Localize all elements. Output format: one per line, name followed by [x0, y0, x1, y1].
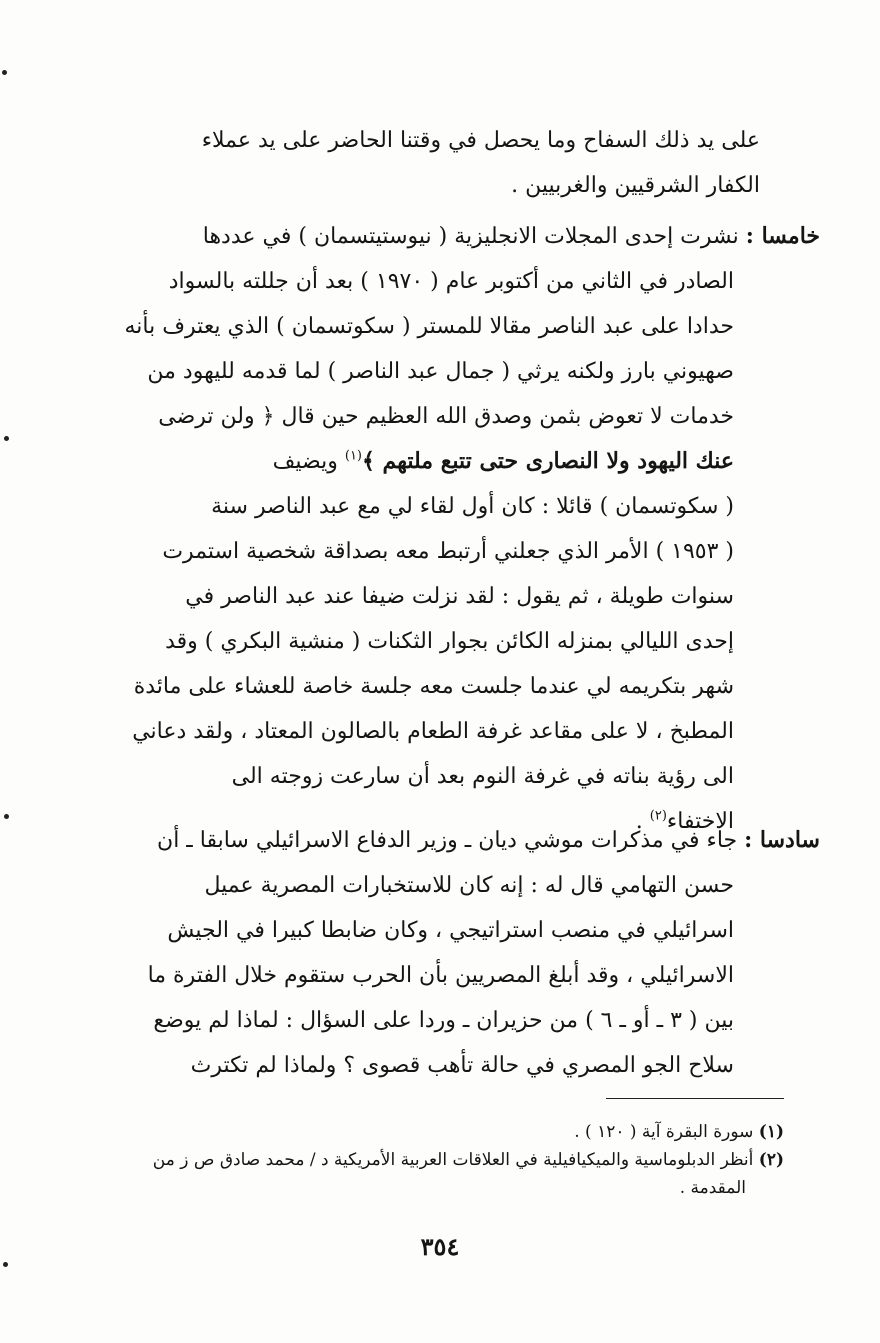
- section5-line-12: المطبخ ، لا على مقاعد غرفة الطعام بالصالون المعتاد ، ولقد دعاني: [132, 719, 734, 744]
- section6-line-5: بين ( ٣ ـ أو ـ ٦ ) من حزيران ـ وردا على السؤال : لماذا لم يوضع: [153, 1008, 734, 1033]
- scan-speck: [2, 70, 7, 75]
- section5-first-line: [120, 214, 820, 259]
- section6-line-1: جاء في مذكرات موشي ديان ـ وزير الدفاع الاسرائيلي سابقا ـ أن: [157, 828, 738, 853]
- footnote-1-number: (١): [758, 1122, 784, 1142]
- section5-quote-after: ويضيف: [272, 449, 345, 474]
- section5-line-8: ( ١٩٥٣ ) الأمر الذي جعلني أرتبط معه بصداقة شخصية استمرت: [162, 539, 734, 564]
- footnote-1-text: سورة البقرة آية ( ١٢٠ ) .: [574, 1122, 754, 1142]
- section5-line-3: حدادا على عبد الناصر مقالا للمستر ( سكوتسمان ) الذي يعترف بأنه: [124, 314, 734, 339]
- footnote-2-continuation: المقدمة .: [679, 1178, 746, 1198]
- footnote-1: [84, 1118, 784, 1146]
- section5-line-7: ( سكوتسمان ) قائلا : كان أول لقاء لي مع عبد الناصر سنة: [211, 494, 734, 519]
- section5-line-4: صهيوني بارز ولكنه يرثي ( جمال عبد الناصر ) لما قدمه لليهود من: [147, 359, 734, 384]
- section6-line-4: الاسرائيلي ، وقد أبلغ المصريين بأن الحرب ستقوم خلال الفترة ما: [147, 963, 734, 988]
- section5-last-word: الاختفاء: [666, 809, 734, 834]
- footnotes: [84, 1118, 784, 1202]
- section5-quote-line: [120, 439, 734, 484]
- section5-line-2: الصادر في الثاني من أكتوبر عام ( ١٩٧٠ ) بعد أن جللته بالسواد: [168, 269, 734, 294]
- section5-line-1: نشرت إحدى المجلات الانجليزية ( نيوستيتسمان ) في عددها: [202, 224, 739, 249]
- section5-line-10: إحدى الليالي بمنزله الكائن بجوار الثكنات ( منشية البكري ) وقد: [165, 629, 734, 654]
- section6-line-2: حسن التهامي قال له : إنه كان للاستخبارات المصرية عميل: [204, 873, 734, 898]
- section6-first-line: [120, 818, 820, 863]
- footnote-ref-1: (١): [344, 448, 362, 464]
- section6-line-6: سلاح الجو المصري في حالة تأهب قصوى ؟ ولماذا لم تكترث: [190, 1053, 734, 1078]
- footnote-2-text: أنظر الدبلوماسية والميكيافيلية في العلاقات العربية الأمريكية د / محمد صادق ص ز من: [152, 1150, 754, 1170]
- scan-speck: [4, 436, 9, 441]
- section-fifth: [120, 214, 820, 844]
- section5-last-end: .: [635, 809, 650, 834]
- scan-speck: [4, 814, 9, 819]
- intro-paragraph: [120, 118, 760, 208]
- page-number: ٣٥٤: [420, 1232, 460, 1261]
- section-sixth: [120, 818, 820, 1088]
- footnote-ref-2: (٢): [649, 808, 667, 824]
- footnote-separator: [606, 1098, 784, 1099]
- section6-body: [120, 863, 820, 1088]
- section5-line-13: الى رؤية بناته في غرفة النوم بعد أن سارعت زوجته الى: [231, 764, 734, 789]
- scan-speck: [3, 1262, 8, 1267]
- intro-line-2: الكفار الشرقيين والغربيين .: [511, 173, 760, 198]
- section5-line-9: سنوات طويلة ، ثم يقول : لقد نزلت ضيفا عند عبد الناصر في: [185, 584, 734, 609]
- section5-body: [120, 259, 820, 844]
- intro-line-1: على يد ذلك السفاح وما يحصل في وقتنا الحاضر على يد عملاء: [201, 128, 760, 153]
- section5-line-5: خدمات لا تعوض بثمن وصدق الله العظيم حين قال ﴿ ولن ترضى: [158, 404, 734, 429]
- quran-quote: عنك اليهود ولا النصارى حتى تتبع ملتهم ﴾: [362, 448, 734, 474]
- section5-line-11: شهر بتكريمه لي عندما جلست معه جلسة خاصة للعشاء على مائدة: [133, 674, 734, 699]
- section6-label: سادسا :: [744, 827, 820, 853]
- section6-line-3: اسرائيلي في منصب استراتيجي ، وكان ضابطا كبيرا في الجيش: [167, 918, 734, 943]
- footnote-2-number: (٢): [758, 1150, 784, 1170]
- footnote-2: [84, 1146, 784, 1174]
- section5-label: خامسا :: [745, 223, 820, 249]
